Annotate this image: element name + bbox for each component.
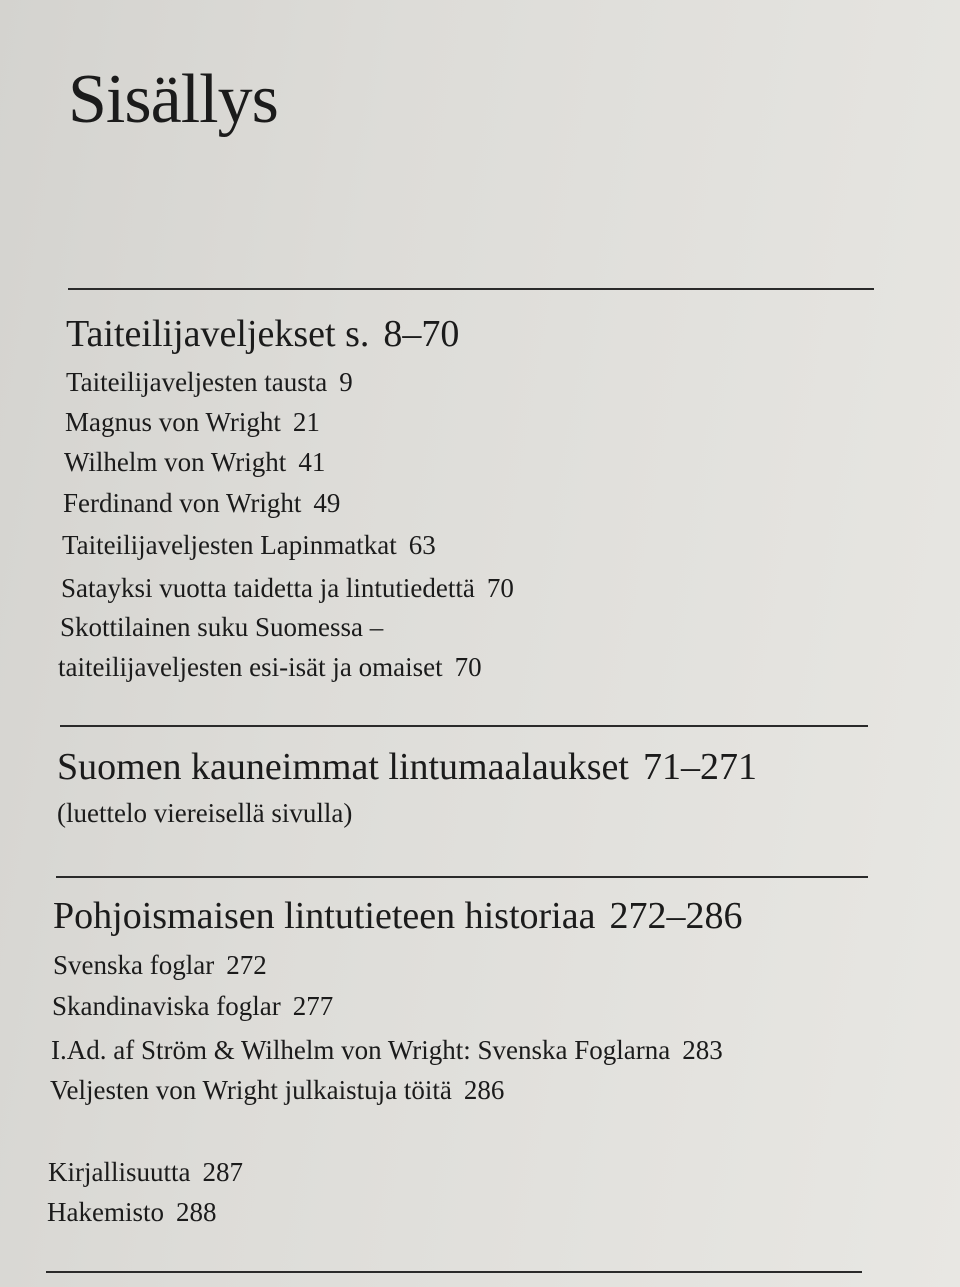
section-pages: 71–271 [643,746,757,788]
entry-title: Kirjallisuutta [48,1157,191,1187]
toc-entry [51,1033,723,1067]
divider [60,725,868,727]
entry-page: 286 [463,1075,505,1105]
section-pages: 8–70 [383,313,460,355]
entry-page: 272 [226,950,267,980]
toc-entry [64,445,325,479]
entry-title: Ferdinand von Wright [63,488,302,518]
section-title: Taiteilijaveljekset s. [66,313,370,355]
entry-page: 70 [454,652,482,682]
entry-title: Magnus von Wright [65,407,281,437]
divider [46,1271,862,1273]
toc-entry [58,650,482,684]
entry-title: Taiteilijaveljesten tausta [66,367,328,397]
entry-page: 70 [486,573,514,603]
toc-entry [63,486,340,520]
entry-title: Wilhelm von Wright [64,447,287,477]
section-heading [57,745,757,789]
toc-entry [66,365,353,399]
section-title: Suomen kauneimmat lintumaalaukset [57,746,629,788]
entry-title: Skottilainen suku Suomessa – [60,612,384,642]
divider [68,288,874,290]
entry-page: 277 [292,991,334,1021]
section-heading [66,312,459,356]
toc-entry [48,1155,243,1189]
entry-page: 41 [298,447,326,477]
page-title: Sisällys [68,61,278,138]
entry-title: (luettelo viereisellä sivulla) [57,798,353,828]
entry-page: 49 [313,488,341,518]
toc-note [57,796,352,830]
entry-title: Skandinaviska foglar [52,991,281,1021]
entry-page: 287 [202,1157,243,1187]
entry-title: Taiteilijaveljesten Lapinmatkat [62,530,397,560]
entry-title: Svenska foglar [53,950,215,980]
toc-entry [60,610,383,644]
section-title: Pohjoismaisen lintutieteen historiaa [53,895,596,937]
divider [56,876,868,878]
entry-title: Satayksi vuotta taidetta ja lintutiedettä [61,573,475,603]
toc-entry [53,948,267,982]
toc-entry [47,1195,216,1229]
toc-entry [65,405,320,439]
entry-title: Hakemisto [47,1197,164,1227]
toc-entry [62,528,436,562]
entry-page: 63 [408,530,436,560]
toc-entry [52,989,333,1023]
entry-page: 288 [175,1197,217,1227]
toc-entry [50,1073,504,1107]
entry-title: Veljesten von Wright julkaistuja töitä [50,1075,452,1105]
entry-page: 9 [339,367,353,397]
entry-title: I.Ad. af Ström & Wilhelm von Wright: Svenska Foglarna [51,1035,671,1065]
entry-title: taiteilijaveljesten esi-isät ja omaiset [58,652,443,682]
section-pages: 272–286 [609,895,743,937]
entry-page: 21 [292,407,320,437]
section-heading [53,894,742,938]
toc-entry [61,571,514,605]
entry-page: 283 [682,1035,723,1065]
